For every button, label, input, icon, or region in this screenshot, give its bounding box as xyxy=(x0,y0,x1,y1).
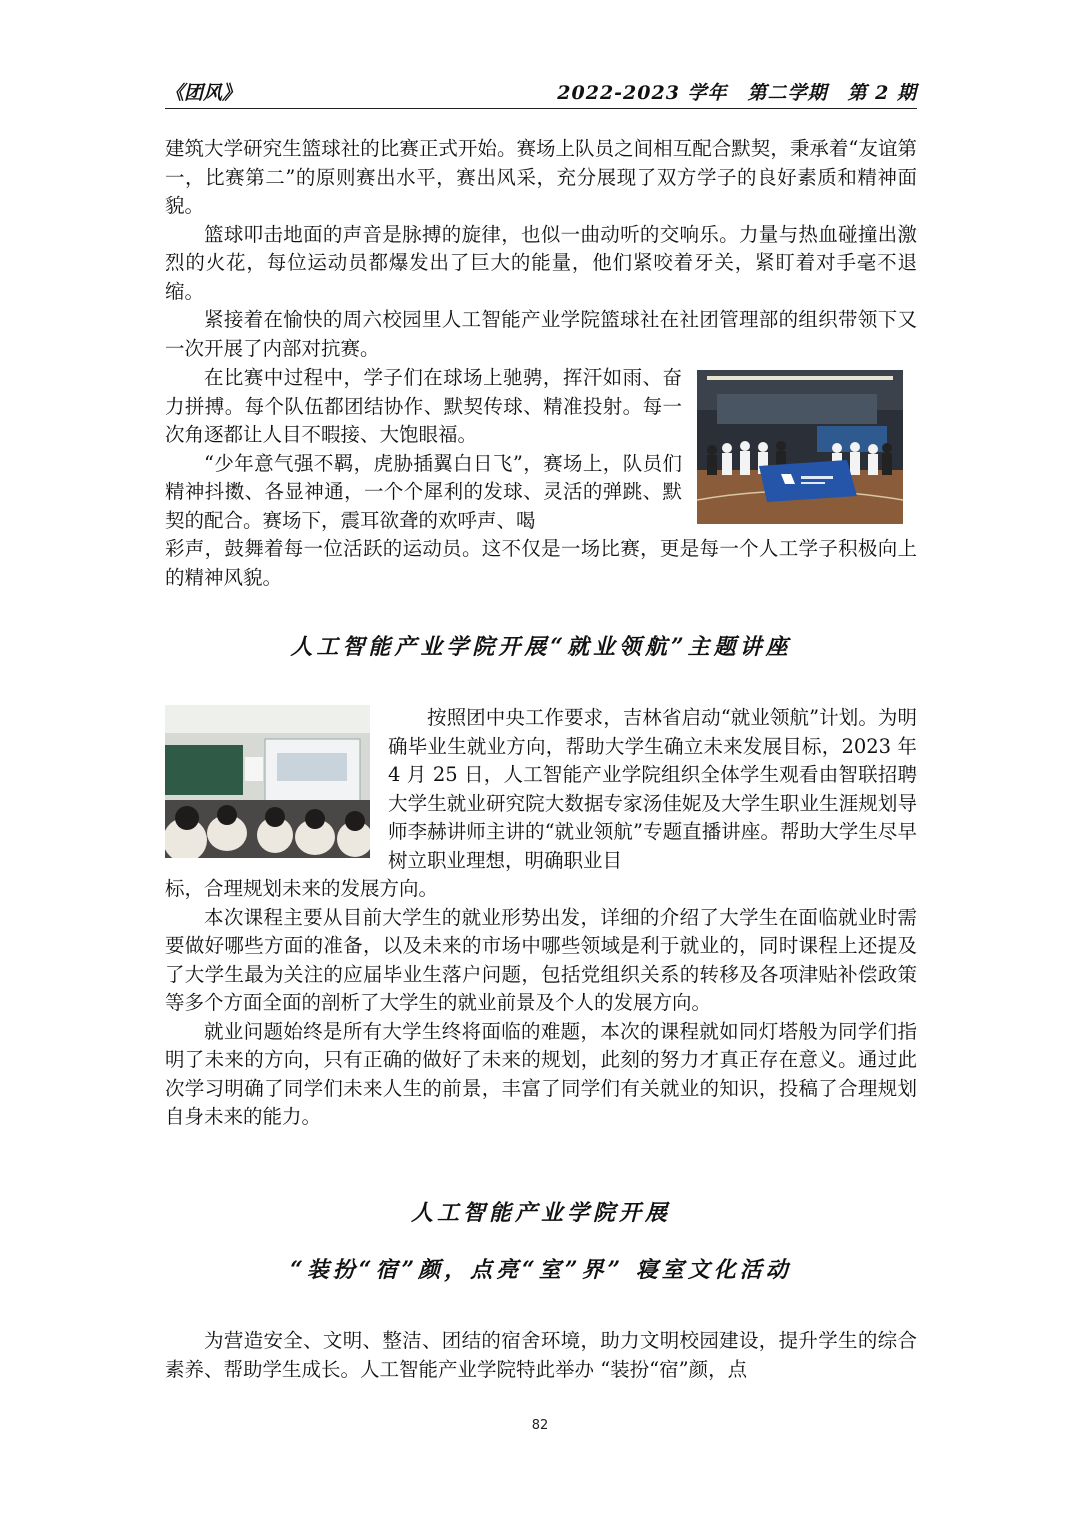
article2-wrapped xyxy=(388,704,917,875)
basketball-team-illustration xyxy=(697,370,903,524)
article1-paragraph-4: 在比赛中过程中，学子们在球场上驰骋，挥汗如雨、奋力拼搏。每个队伍都团结协作、默契传球、精准投射。每一次角逐都让人目不暇接、大饱眼福。 xyxy=(165,366,682,446)
lecture-illustration xyxy=(165,705,370,858)
article1-wrapped xyxy=(165,364,682,535)
article3-title-line2: “装扮“宿”颜，点亮“室”界” 寝室文化活动 xyxy=(290,1257,792,1283)
article2-paragraph-2: 本次课程主要从目前大学生的就业形势出发，详细的介绍了大学生在面临就业时需要做好哪些方面的准备，以及未来的市场中哪些领域是利于就业的，同时课程上还提及了大学生最为关注的应届毕业生落户问题，包括党组织关系的转移及各项津贴补偿政策等多个方面全面的剖析了大学生的就业前景及个人的发展方向。 xyxy=(165,905,917,1014)
article1-paragraph-2: 篮球叩击地面的声音是脉搏的旋律，也似一曲动听的交响乐。力量与热血碰撞出激烈的火花，每位运动员都爆发出了巨大的能量，他们紧咬着牙关，紧盯着对手毫不退缩。 xyxy=(165,222,917,303)
article1-top xyxy=(165,135,917,363)
lecture-photo xyxy=(165,705,370,858)
article2-title: 人工智能产业学院开展“就业领航”主题讲座 xyxy=(290,634,792,660)
article1-paragraph-5b: 彩声，鼓舞着每一位活跃的运动员。这不仅是一场比赛，更是每一个人工学子积极向上的精神风貌。 xyxy=(165,537,917,589)
basketball-team-photo xyxy=(697,370,903,524)
journal-name: 《团风》 xyxy=(165,82,242,104)
article2-paragraph-1a: 按照团中央工作要求，吉林省启动“就业领航”计划。为明确毕业生就业方向，帮助大学生确立未来发展目标，2023 年 4 月 25 日，人工智能产业学院组织全体学生观看由智联招聘大学生就业研究院大数据专家汤佳妮及大学生职业生涯规划导师李赫讲师主讲的“就业领航”专题直播讲座。帮助大学生尽早树立职业理想，明确职业目 xyxy=(388,706,917,872)
article1-paragraph-5a: “少年意气强不羁，虎胁插翼白日飞”，赛场上，队员们精神抖擞、各显神通，一个个犀利的发球、灵活的弹跳、默契的配合。赛场下，震耳欲聋的欢呼声、喝 xyxy=(165,451,682,532)
issue-info: 2022-2023 学年 第二学期 第 2 期 xyxy=(557,82,917,104)
article2-paragraph-1b: 标，合理规划未来的发展方向。 xyxy=(165,877,439,900)
article1-bottom xyxy=(165,535,917,592)
article1-paragraph-1: 建筑大学研究生篮球社的比赛正式开始。赛场上队员之间相互配合默契，秉承着“友谊第一，比赛第二”的原则赛出水平，赛出风采，充分展现了双方学子的良好素质和精神面貌。 xyxy=(165,137,917,217)
page-number: 82 xyxy=(531,1418,549,1433)
article1-paragraph-3: 紧接着在愉快的周六校园里人工智能产业学院篮球社在社团管理部的组织带领下又一次开展了内部对抗赛。 xyxy=(165,308,917,360)
article2-paragraph-3: 就业问题始终是所有大学生终将面临的难题，本次的课程就如同灯塔般为同学们指明了未来的方向，只有正确的做好了未来的规划，此刻的努力才真正存在意义。通过此次学习明确了同学们未来人生的前景，丰富了同学们有关就业的知识，投稿了合理规划自身未来的能力。 xyxy=(165,1019,917,1128)
page-header xyxy=(165,74,917,109)
article3-paragraph-1: 为营造安全、文明、整洁、团结的宿舍环境，助力文明校园建设，提升学生的综合素养、帮助学生成长。人工智能产业学院特此举办 “装扮“宿”颜，点 xyxy=(165,1329,917,1381)
article3-body xyxy=(165,1327,917,1384)
article2-bottom xyxy=(165,875,917,1132)
article3-title-line1: 人工智能产业学院开展 xyxy=(410,1200,671,1226)
